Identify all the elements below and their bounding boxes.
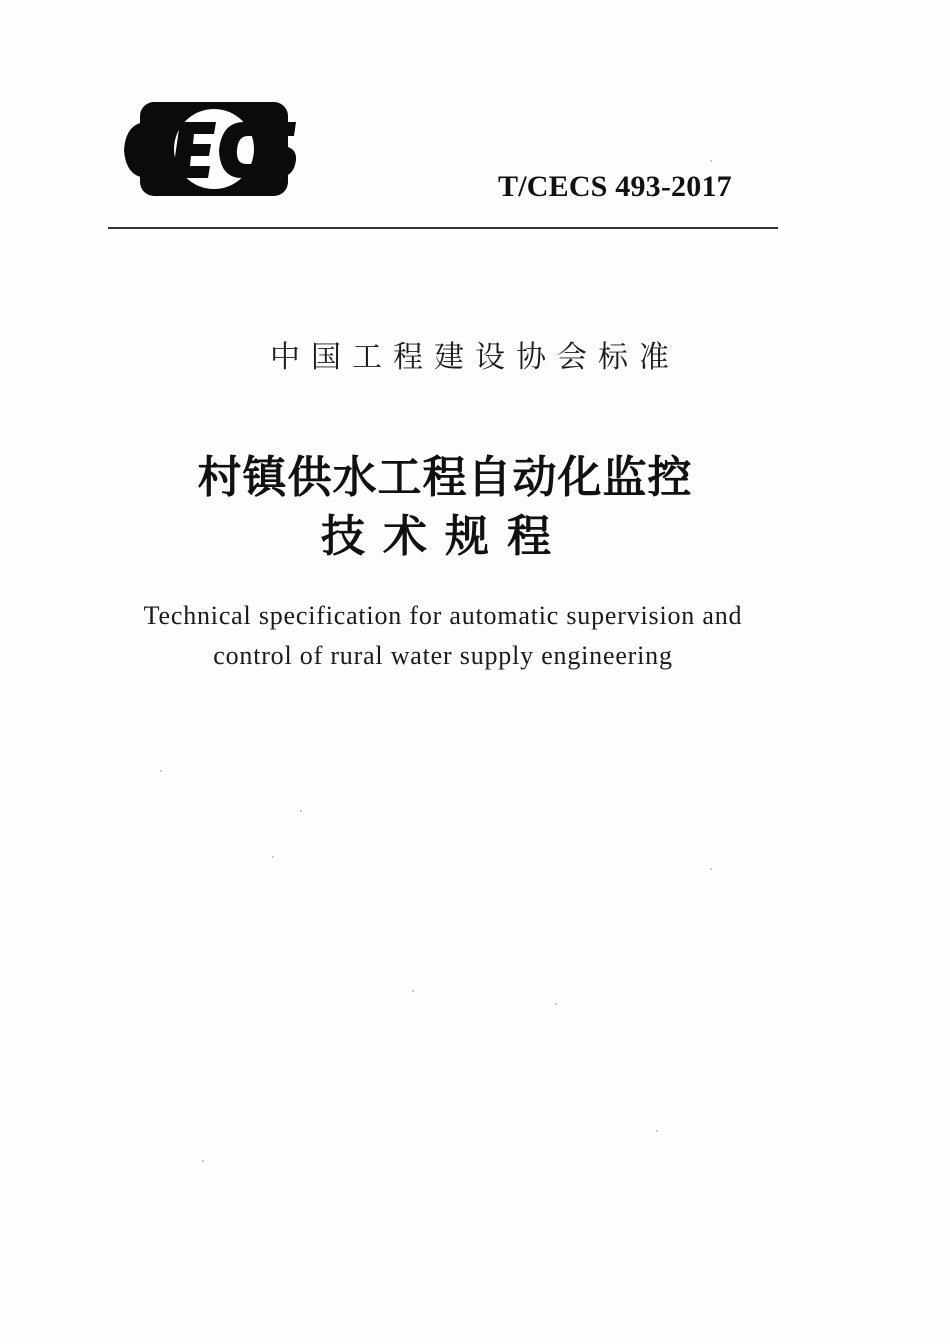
- cecs-logo: [118, 100, 300, 200]
- scan-speck: [272, 856, 274, 858]
- title-chinese-line-2: 技术规程: [321, 511, 569, 562]
- issuing-organization: 中国工程建设协会标准: [270, 340, 680, 375]
- scan-speck: [160, 770, 162, 772]
- title-chinese-line-1: 村镇供水工程自动化监控: [197, 452, 693, 503]
- scan-speck: [202, 1160, 204, 1162]
- scan-speck: [710, 160, 712, 162]
- scan-speck: [555, 1003, 557, 1005]
- scan-speck: [656, 1130, 658, 1132]
- title-english-line-1: Technical specification for automatic supervision and: [143, 601, 743, 630]
- header-divider: [108, 227, 778, 229]
- scan-speck: [710, 868, 712, 870]
- scan-speck: [300, 810, 302, 812]
- title-english-line-2: control of rural water supply engineering: [213, 641, 673, 670]
- standard-code: T/CECS 493-2017: [498, 170, 732, 203]
- scan-speck: [412, 990, 414, 992]
